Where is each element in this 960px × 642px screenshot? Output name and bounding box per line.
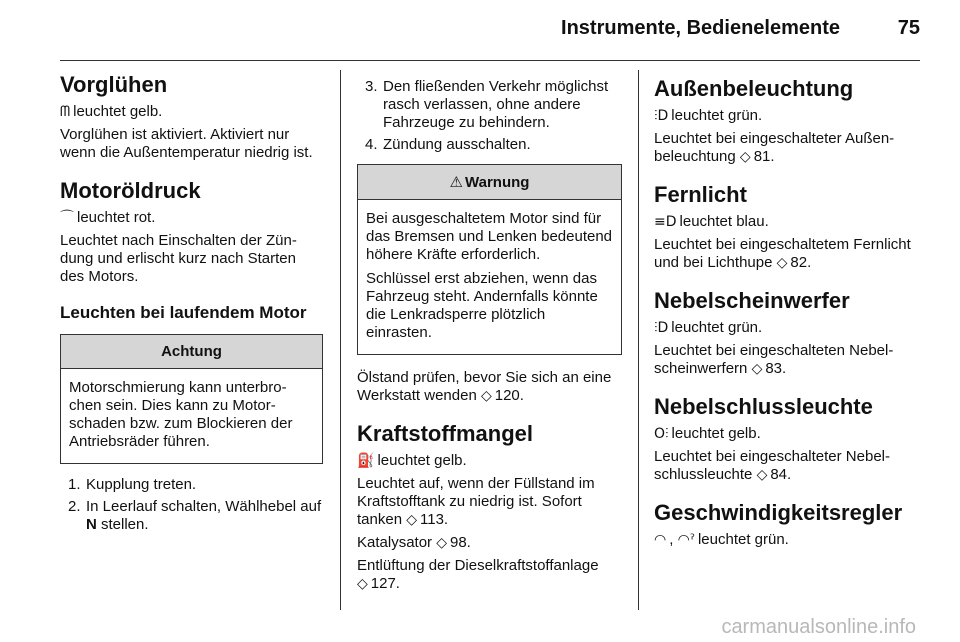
heading-fernlicht: Fernlicht [654,182,747,207]
page-ref-icon: ◇ [436,535,447,551]
list-item: 2. In Leerlauf schalten, Wählhebel auf N stellen. [68,498,322,533]
page-ref-icon: ◇ [756,467,768,483]
heading-tempomat: Geschwindigkeitsregler [654,500,903,525]
status-text: leuchtet grün. [697,531,789,548]
list-item: 1. Kupplung treten. [68,476,197,493]
heading-nebel: Nebelscheinwerfer [654,288,850,313]
body-text: Katalysator ◇ 98. [357,534,471,551]
warning-text: Schlüssel erst abziehen, wenn das Fahrzeug steht. Andernfalls könnte die Lenkradsperre plötzlich einrasten. [366,270,598,341]
page-ref-icon: ◇ [776,255,788,271]
page-ref-icon: ◇ [406,512,417,528]
cruise-control-icon: ◠ [654,532,667,548]
status-text: leuchtet gelb. [377,452,467,469]
column-left [60,72,323,538]
section-aussen [654,76,920,166]
fog-light-icon: ⫶D [654,320,669,336]
page-ref-icon: ◇ [751,361,763,377]
caution-text: Motorschmierung kann unterbrochen sein. Dies kann zu Motorschaden bzw. zum Blockieren der Antriebsräder führen. [69,379,293,450]
exterior-light-icon: ⫶D [654,108,669,124]
body-text: Leuchtet auf, wenn der Füllstand im Kraftstofftank zu niedrig ist. Sofort tanken ◇ 113. [357,475,595,528]
watermark: carmanualsonline.info [721,616,916,638]
section-tempomat: Geschwindigkeitsregler ◠ , ◠ˀ leuchtet grün. [654,500,920,549]
body-text: Leuchtet nach Einschalten der Zündung und erlischt kurz nach Starten des Motors. [60,232,297,285]
heading-nebelschluss: Nebelschlussleuchte [654,394,873,419]
heading-laufend: Leuchten bei laufendem Motor [60,303,307,322]
status-text: leuchtet grün. [671,107,763,124]
warning-text: Bei ausgeschaltetem Motor sind für das Bremsen und Lenken bedeutend höhere Kräfte erforderlich. [366,210,613,263]
warning-icon: ⚠ [449,173,463,191]
status-text: leuchtet gelb. [73,103,163,120]
cruise-control-set-icon: ◠ˀ [677,532,695,548]
status-text: leuchtet rot. [77,209,156,226]
status-text: leuchtet blau. [679,213,769,230]
body-text: Leuchtet bei eingeschaltetem Fernlicht und bei Lichthupe ◇ 82. [654,236,911,271]
list-item: 4. Zündung ausschalten. [365,136,531,153]
list-item: 3. Den fließenden Verkehr möglichst rasch verlassen, ohne andere Fahrzeuge zu behindern. [365,78,609,131]
page-ref-icon: ◇ [357,576,368,592]
status-text: leuchtet grün. [671,319,763,336]
fuel-pump-icon: ⛽ [357,453,375,469]
warning-title: Warnung [465,174,530,191]
oil-can-icon: ⌒ [60,210,74,226]
header-rule [60,60,920,61]
heading-aussen: Außenbeleuchtung [654,76,854,101]
warning-box [357,164,622,355]
page-ref-icon: ◇ [739,149,751,165]
section-laufend [60,302,323,534]
body-text: Ölstand prüfen, bevor Sie sich an eine Werkstatt wenden ◇ 120. [357,369,612,404]
column-divider [638,70,639,610]
body-text: Leuchtet bei eingeschalteten Nebelscheinwerfern ◇ 83. [654,342,894,377]
status-text: leuchtet gelb. [671,425,761,442]
step-list [357,78,622,154]
section-nebel [654,288,920,378]
body-text: Leuchtet bei eingeschalteter Außenbeleuchtung ◇ 81. [654,130,895,165]
page-ref-icon: ◇ [480,388,492,404]
heading-kraftstoff: Kraftstoffmangel [357,421,534,446]
section-nebelschluss [654,394,920,484]
caution-box [60,334,323,464]
column-right [654,76,920,554]
caution-title: Achtung [61,335,322,369]
section-fernlicht [654,182,920,272]
column-divider [340,70,341,610]
section-title: Instrumente, Bedienelemente [561,17,840,39]
section-kraftstoff [357,421,622,593]
body-text: Vorglühen ist aktiviert. Aktiviert nur wenn die Außentemperatur niedrig ist. [60,126,313,161]
body-text: Entlüftung der Dieselkraftstoffanlage ◇ 127. [357,557,599,592]
page-number: 75 [897,17,920,39]
high-beam-icon: ≡D [654,214,677,230]
heading-oeldruck: Motoröldruck [60,178,201,203]
section-oeldruck [60,178,323,286]
heading-vorgluehen: Vorglühen [60,72,168,97]
column-middle [357,78,622,598]
step-list [60,476,323,534]
rear-fog-light-icon: O⫶ [654,426,669,442]
glow-plug-icon: ᗰ [60,104,71,120]
body-text: Leuchtet bei eingeschalteter Nebelschlussleuchte ◇ 84. [654,448,890,483]
section-vorgluehen [60,72,323,162]
